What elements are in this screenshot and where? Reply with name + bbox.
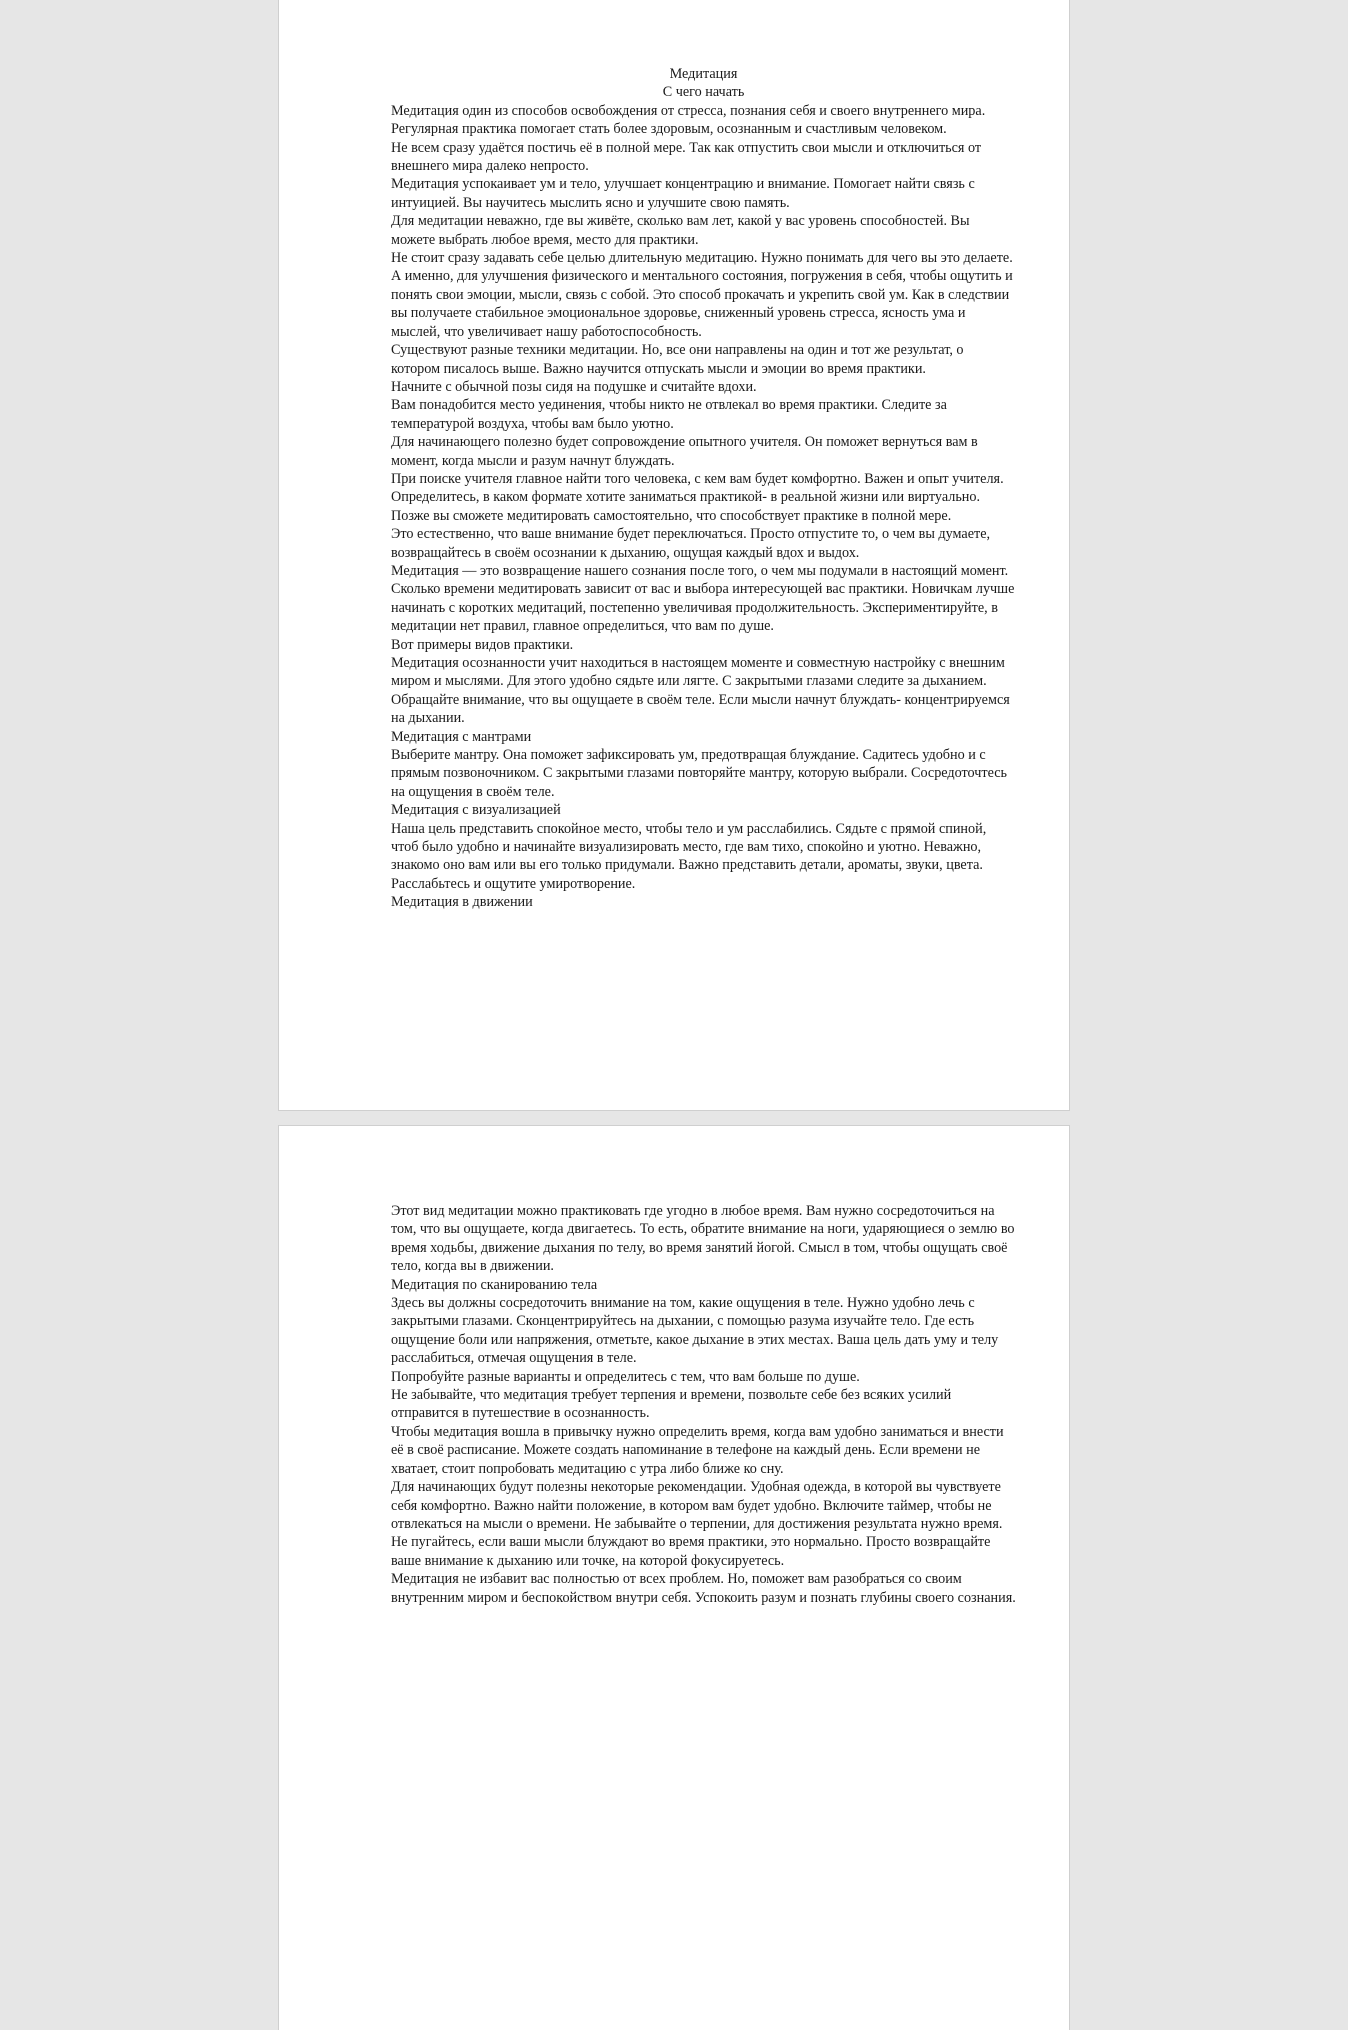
page-2-text bbox=[391, 1202, 1016, 1607]
paragraph: Не стоит сразу задавать себе целью длительную медитацию. Нужно понимать для чего вы это делаете. А именно, для улучшения физического и ментального состояния, погружения в себя, чтобы ощутить и понять свои эмоции, мысли, связь с собой. Это способ прокачать и укрепить свой ум. Как в следствии вы получаете стабильное эмоциональное здоровье, сниженный уровень стресса, ясность ума и мыслей, что увеличивает нашу работоспособность. bbox=[391, 250, 1013, 340]
page-1-paragraphs bbox=[391, 102, 1016, 912]
paragraph: Существуют разные техники медитации. Но, все они направлены на один и тот же результат, о котором писалось выше. Важно научится отпускать мысли и эмоции во время практики. bbox=[391, 342, 964, 377]
paragraph: Медитация осознанности учит находиться в настоящем моменте и совместную настройку с внешним миром и мыслями. Для этого удобно сядьте или лягте. С закрытыми глазами следите за дыханием. Обращайте внимание, что вы ощущаете в своём теле. Если мысли начнут блуждать- концентрируемся на дыхании. bbox=[391, 655, 1010, 727]
paragraph: Вам понадобится место уединения, чтобы никто не отвлекал во время практики. Следите за температурой воздуха, чтобы вам было уютно. bbox=[391, 397, 947, 432]
paragraph: Медитация по сканированию тела bbox=[391, 1276, 598, 1293]
document-title: Медитация bbox=[669, 66, 738, 82]
paragraph: Этот вид медитации можно практиковать где угодно в любое время. Вам нужно сосредоточиться на том, что вы ощущаете, когда двигаетесь. То есть, обратите внимание на ноги, ударяющиеся о землю во время ходьбы, движение дыхания по телу, во время занятий йогой. Смысл в том, чтобы ощущать своё тело, когда вы в движении. bbox=[391, 1203, 1015, 1275]
paragraph: Медитация с мантрами bbox=[391, 728, 532, 745]
paragraph: Здесь вы должны сосредоточить внимание на том, какие ощущения в теле. Нужно удобно лечь с закрытыми глазами. Сконцентрируйтесь на дыхании, с помощью разума изучайте тело. Где есть ощущение боли или напряжения, отметьте, какое дыхание в этих местах. Ваша цель дать уму и телу расслабиться, отмечая ощущения в теле. bbox=[391, 1295, 999, 1367]
paragraph: Медитация с визуализацией bbox=[391, 802, 561, 819]
paragraph: При поиске учителя главное найти того человека, с кем вам будет комфортно. Важен и опыт учителя. Определитесь, в каком формате хотите заниматься практикой- в реальной жизни или виртуально. Позже вы сможете медитировать самостоятельно, что способствует практике в полной мере. bbox=[391, 470, 1004, 524]
paragraph: Попробуйте разные варианты и определитесь с тем, что вам больше по душе. bbox=[391, 1368, 860, 1385]
paragraph: Для медитации неважно, где вы живёте, сколько вам лет, какой у вас уровень способностей. Вы можете выбрать любое время, место для практики. bbox=[391, 213, 970, 248]
paragraph: Начните с обычной позы сидя на подушке и считайте вдохи. bbox=[391, 378, 757, 395]
page-2-paragraphs bbox=[391, 1202, 1016, 1607]
document-page-1 bbox=[278, 0, 1070, 1111]
paragraph: Медитация один из способов освобождения от стресса, познания себя и своего внутреннего мира. Регулярная практика помогает стать более здоровым, осознанным и счастливым человеком. bbox=[391, 102, 986, 138]
paragraph: Выберите мантру. Она поможет зафиксировать ум, предотвращая блуждание. Садитесь удобно и с прямым позвоночником. С закрытыми глазами повторяйте мантру, которую выбрали. Сосредоточтесь на ощущения в своём теле. bbox=[391, 747, 1008, 800]
paragraph: Вот примеры видов практики. bbox=[391, 636, 574, 653]
document-page-2 bbox=[278, 1125, 1070, 2030]
paragraph: Медитация в движении bbox=[391, 894, 533, 911]
page-1-text bbox=[391, 65, 1016, 912]
paragraph: Медитация успокаивает ум и тело, улучшает концентрацию и внимание. Помогает найти связь с интуицией. Вы научитесь мыслить ясно и улучшите свою память. bbox=[391, 176, 975, 211]
paragraph: Медитация не избавит вас полностью от всех проблем. Но, поможет вам разобраться со своим внутренним миром и беспокойством внутри себя. Успокоить разум и познать глубины своего сознания. bbox=[391, 1571, 1016, 1606]
paragraph: Не забывайте, что медитация требует терпения и времени, позвольте себе без всяких усилий отправится в путешествие в осознанность. bbox=[391, 1387, 952, 1422]
document-subtitle: С чего начать bbox=[662, 84, 745, 101]
paragraph: Для начинающих будут полезны некоторые рекомендации. Удобная одежда, в которой вы чувствуете себя комфортно. Важно найти положение, в котором вам будет удобно. Включите таймер, чтобы не отвлекаться на мысли о времени. Не забывайте о терпении, для достижения результата нужно время. Не пугайтесь, если ваши мысли блуждают во время практики, это нормально. Просто возвращайте ваше внимание к дыханию или точке, на которой фокусируетесь. bbox=[391, 1479, 1003, 1569]
paragraph: Сколько времени медитировать зависит от вас и выбора интересующей вас практики. Новичкам лучше начинать с коротких медитаций, постепенно увеличивая продолжительность. Экспериментируйте, в медитации нет правил, главное определиться, что вам по душе. bbox=[391, 581, 1015, 635]
paragraph: Медитация — это возвращение нашего сознания после того, о чем мы подумали в настоящий момент. bbox=[391, 562, 1009, 579]
paragraph: Это естественно, что ваше внимание будет переключаться. Просто отпустите то, о чем вы думаете, возвращайтесь в своём осознании к дыханию, ощущая каждый вдох и выдох. bbox=[391, 526, 991, 561]
paragraph: Не всем сразу удаётся постичь её в полной мере. Так как отпустить свои мысли и отключиться от внешнего мира далеко непросто. bbox=[391, 139, 982, 175]
paragraph: Наша цель представить спокойное место, чтобы тело и ум расслабились. Сядьте с прямой спиной, чтоб было удобно и начинайте визуализировать место, где вам тихо, спокойно и уютно. Неважно, знакомо оно вам или вы его только придумали. Важно представить детали, ароматы, звуки, цвета. Расслабьтесь и ощутите умиротворение. bbox=[391, 820, 987, 892]
paragraph: Чтобы медитация вошла в привычку нужно определить время, когда вам удобно заниматься и внести её в своё расписание. Можете создать напоминание в телефоне на каждый день. Если времени не хватает, стоит попробовать медитацию с утра либо ближе ко сну. bbox=[391, 1423, 1004, 1477]
paragraph: Для начинающего полезно будет сопровождение опытного учителя. Он поможет вернуться вам в момент, когда мысли и разум начнут блуждать. bbox=[391, 434, 978, 469]
